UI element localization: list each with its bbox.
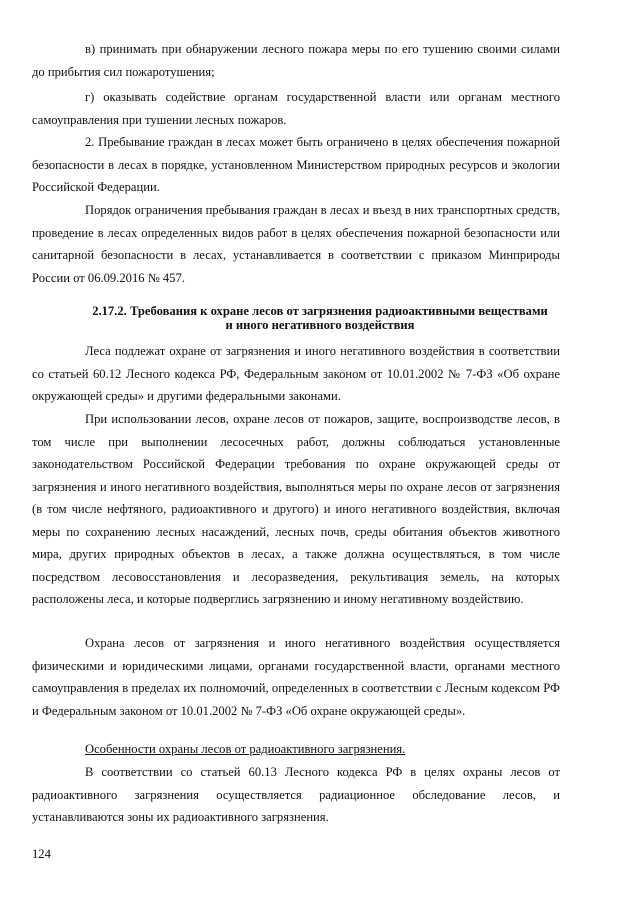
paragraph-forest-use-requirements: При использовании лесов, охране лесов от пожаров, защите, воспроизводстве лесов, в том числе при выполнении лесосечных работ, должны соблюдаться установленные законодательством Российской Федерации требования по охране окружающей среды от загрязнения и иного негативного воздействия, выполняться меры по охране лесов от загрязнения (в том числе нефтяного, радиоактивного и другого) и иного негативного воздействия, включая меры по сохранению лесных насаждений, лесных почв, среды обитания объектов животного мира, других природных объектов в лесах, а также должна осуществляться, в том числе посредством лесовосстановления и лесоразведения, рекультивация земель, на которых расположены леса, и которые подверглись загрязнению и иному негативному воздействию.: [32, 412, 560, 606]
paragraph-item-g: г) оказывать содействие органам государственной власти или органам местного самоуправления при тушении лесных пожаров.: [32, 90, 560, 127]
paragraph-protection-actors: Охрана лесов от загрязнения и иного негативного воздействия осуществляется физическими и юридическими лицами, органами государственной власти, органами местного самоуправления в пределах их полномочий, определенных в соответствии с Лесным кодексом РФ и Федеральным законом от 10.01.2002 № 7-ФЗ «Об охране окружающей среды».: [32, 636, 560, 718]
paragraph-item-v: в) принимать при обнаружении лесного пожара меры по его тушению своими силами до прибытия сил пожаротушения;: [32, 42, 560, 79]
paragraph-visit-restriction: 2. Пребывание граждан в лесах может быть ограничено в целях обеспечения пожарной безопасности в лесах в порядке, установленном Министерством природных ресурсов и экологии Российской Федерации.: [32, 135, 560, 194]
page-number: 124: [32, 847, 51, 861]
section-heading-line-1: 2.17.2. Требования к охране лесов от загрязнения радиоактивными веществами: [92, 304, 548, 318]
section-heading-line-2: и иного негативного воздействия: [225, 318, 415, 332]
subheading-radioactive: Особенности охраны лесов от радиоактивного загрязнения.: [85, 742, 406, 756]
paragraph-restriction-order: Порядок ограничения пребывания граждан в лесах и въезд в них транспортных средств, проведение в лесах определенных видов работ в целях обеспечения пожарной безопасности или санитарной безопасности в лесах, устанавливается в соответствии с приказом Минприроды России от 06.09.2016 № 457.: [32, 203, 560, 285]
paragraph-forest-protection-law: Леса подлежат охране от загрязнения и иного негативного воздействия в соответствии со статьей 60.12 Лесного кодекса РФ, Федеральным законом от 10.01.2002 № 7-ФЗ «Об охране окружающей среды» и другими федеральными законами.: [32, 344, 560, 403]
paragraph-radiation-survey: В соответствии со статьей 60.13 Лесного кодекса РФ в целях охраны лесов от радиоактивного загрязнения осуществляется радиационное обследование лесов, и устанавливаются зоны их радиоактивного загрязнения.: [32, 765, 560, 824]
